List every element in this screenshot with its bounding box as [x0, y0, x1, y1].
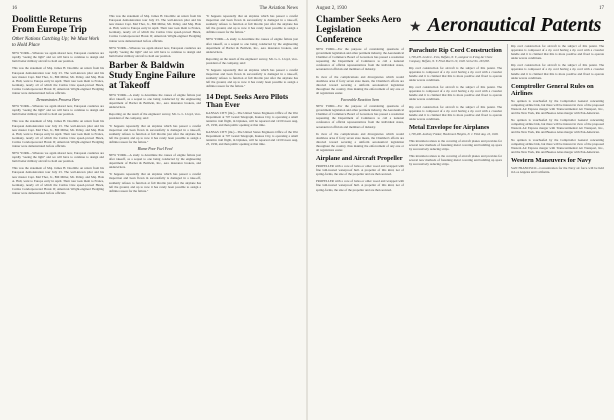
- article-headline: Chamber Seeks Aero Legislation Conference: [316, 15, 402, 45]
- article-headline: Comptroller General Rules on Airlines: [511, 82, 594, 97]
- patent-citation: 1,790,476. Leslie L. Irvin, Buffalo, N. Y., assignor to Irving Air Chute Company, Buffalo, N. Y. Filed March 19, 1928. Serial No. 263,083.: [409, 55, 493, 63]
- article-paragraph: Reporting on the result of the engineers' survey, Mr. G. L. Lloyd, vice-president of the company, said:: [109, 112, 201, 121]
- patent-paragraph: This invention relates to the covering of aircraft planes and provides for several new methods of fastening metal covering and building up spars by successively reducing strips.: [409, 138, 502, 152]
- patents-title: Aeronautical Patents: [427, 14, 602, 36]
- patents-mark: ★: [409, 20, 422, 35]
- left-folio: [12, 6, 298, 14]
- patent-citation: 1,790,400. Anthony Fokker, Hasbrouck Heights, N. J. Filed Aug. 16, 1928.: [409, 131, 499, 136]
- patents-masthead: [409, 14, 604, 36]
- patent-headline: Metal Envelope for Airplanes: [409, 123, 490, 131]
- article-subhead: Blame Poor Fuel Feed: [137, 146, 173, 151]
- column-3: [206, 14, 298, 198]
- article-paragraph: PROPELLER with a core of balsa or other wood and wrapped with fine lath-treated waterproof hull. A propeller of this kind, not of spring-forms, the size of the propeller and are then secured.: [316, 164, 404, 177]
- article-paragraph: NEW YORK—Whereas we again shared now, European countries are rapidly "seeing the light" and we will have to continue to design and build better military aircraft to hold our position.: [12, 51, 104, 64]
- article-paragraph: In view of the complications and divergencies which would doubtless arise if forty seven state meets, the Chamber's efforts are directed toward securing a uniform aeronautical legislation throughout the country, thus making the enforcement of any one or all regulations easier.: [316, 74, 404, 95]
- article-headline: Barber & Baldwin Study Engine Failure at Takeoff: [109, 60, 196, 91]
- article-headline: Airplane and Aircraft Propeller: [316, 155, 403, 163]
- patent-paragraph: Rip cord construction for aircraft is the subject of this patent. The apparatus is composed of a rip cord having a rip cord with a crossbar handle and it is claimed that this is more positive and fixed to operate under severe conditions.: [409, 104, 502, 121]
- article-paragraph: PROPELLER with a core of balsa or other wood and wrapped with fine lath-treated waterproof hull. A propeller of this kind, not of spring-forms, the size of the propeller and are then secured.: [316, 179, 404, 192]
- article-paragraph: "It happens repeatedly that an airplane which has passed a careful inspection and been flown in successfully is damaged in a take-off, suddenly refuses to function at full throttle just after the airplane has left the ground, and up to now it has rarely been possible to assign a definite reason for the failure.": [206, 14, 298, 35]
- masthead-rule: [409, 40, 604, 41]
- patent-headline: Parachute Rip Cord Construction: [409, 47, 502, 54]
- article-paragraph: NEW YORK—Whereas we again shared now, European countries are rapidly "seeing the light" and we will have to continue to design and build better military aircraft to hold our position.: [12, 104, 104, 117]
- article-deck: Other Nations Catching Up; We Must Work to Hold Place: [12, 37, 100, 48]
- article-paragraph: This was the statement of Maj. James H. Doolittle on return from his European demonstration tour July 23. The well-known pilot and his new master Capt. Mel Thor, Jr., Bill Miller, Mr. Pelley, and Maj. Hale A. Hall, went to Europe early in April. Their tour took them to France, Germany, nearly all of which the Curtiss Cine speed-proved Hawk, Curtiss Condorpowered Hawk II; American Wright-engined Fledgling trainer were demonstrated before officials.: [109, 14, 201, 43]
- patent-paragraph: Rip cord construction for aircraft is the subject of this patent. The apparatus is composed of a rip cord having a rip cord with a crossbar handle and it is claimed that this is more positive and fixed to operate under severe conditions.: [511, 44, 604, 61]
- article-paragraph: NEW YORK—A study to determine the causes of engine failure just after takeoff, as a sequel to one being conducted by the engineering department of Barber & Baldwin, Inc., aero insurance brokers, and underwriters.: [206, 37, 298, 54]
- article-subhead: Favorable Reaction Seen: [340, 98, 380, 103]
- column-1: [12, 14, 104, 198]
- article-paragraph: NEW YORK—For the purpose of considering questions of government legislation and other pertinent industry, the Aeronautical Chamber of Commerce Board of Governors has passed a resolution requesting the Department of Commerce to call a national conference of official representatives from the individual states, aeronautical officials and members of industry.: [316, 104, 404, 129]
- article-paragraph: This was the statement of Maj. James H. Doolittle on return from his European demonstration tour July 23. The well-known pilot and his new master Capt. Mel Thor, Jr., Bill Miller, Mr. Pelley, and Maj. Hale A. Hall, went to Europe early in April. Their tour took them to France, Germany, nearly all of which the Curtiss Cine speed-proved Hawk, Curtiss Condorpowered Hawk II; American Wright-engined Fledgling trainer were demonstrated before officials.: [12, 166, 104, 195]
- patent-paragraph: This invention relates to the covering of aircraft planes and provides for several new methods of fastening metal covering and building up spars by successively reducing strips.: [409, 154, 502, 167]
- patent-paragraph: Rip cord construction for aircraft is the subject of this patent. The apparatus is composed of a rip cord having a rip cord with a crossbar handle and it is claimed that this is more positive and fixed to operate under severe conditions.: [409, 65, 502, 83]
- article-paragraph: This was the statement of Maj. James H. Doolittle on return from his European demonstration tour July 23. The well-known pilot and his new master Capt. Mel Thor, Jr., Bill Miller, Mr. Pelley, and Maj. Hale A. Hall, went to Europe early in April. Their tour took them to France, Germany, nearly all of which the Curtiss Cine speed-proved Hawk, Curtiss Condorpowered Hawk II; American Wright-engined Fledgling trainer were demonstrated before officials.: [12, 66, 104, 96]
- left-page: [0, 0, 306, 420]
- article-paragraph: "It happens repeatedly that an airplane which has passed a careful inspection and been flown in successfully is damaged in a take-off, suddenly refuses to function at full throttle just after the airplane has left the ground, and up to now it has rarely been possible to assign a definite reason for the failure.": [109, 172, 201, 193]
- journal-name: The Aviation News: [259, 6, 298, 11]
- article-paragraph: No opinion is vouchsafed by the Comptroller General concerning competing airline bids, but there will be interest in view of the proposed Western Air Express merger with Transcontinental Air Transport, Inc., and the New York, Rio and Buenos Aires merger with Pan-American.: [511, 98, 604, 116]
- article-paragraph: In view of the complications and divergencies which would doubtless arise if forty seven state meets, the Chamber's efforts are directed toward securing a uniform aeronautical legislation throughout the country, thus making the enforcement of any one or all regulations easier.: [316, 131, 404, 152]
- article-paragraph: NEW YORK—For the purpose of considering questions of government legislation and other pertinent industry, the Aeronautical Chamber of Commerce Board of Governors has passed a resolution requesting the Department of Commerce to call a national conference of official representatives from the individual states, aeronautical officials and members of industry.: [316, 47, 404, 72]
- article-paragraph: NEW YORK—Whereas we again shared now, European countries are rapidly "seeing the light" and we will have to continue to design and build better military aircraft to hold our position.: [109, 45, 201, 58]
- article-headline: 14 Dept. Seeks Aero Pilots Than Ever: [206, 91, 289, 109]
- article-paragraph: "It happens repeatedly that an airplane which has passed a careful inspection and been flown in successfully is damaged in a take-off, suddenly refuses to function at full throttle just after the airplane has left the ground, and up to now it has rarely been possible to assign a definite reason for the failure.": [109, 123, 201, 144]
- article-headline: Western Maneuvers for Navy: [511, 156, 592, 164]
- article-paragraph: Reporting on the result of the engineers' survey, Mr. G. L. Lloyd, vice-president of the company, said:: [206, 56, 298, 65]
- article-paragraph: KANSAS CITY (mi.)—The United States Engineers Office of the War Department at 707 Grand Telegraph, Kansas City, is operating a small tentative trail flight, in biplanes, will be reported and 12:00 noon Aug. 23, 1930, and then public opening at that time.: [206, 110, 298, 127]
- page-number: 16: [12, 6, 17, 11]
- article-paragraph: No opinion is vouchsafed by the Comptroller General concerning competing airline bids, but there will be interest in view of the proposed Western Air Express merger with Transcontinental Air Transport, Inc., and the New York, Rio and Buenos Aires merger with Pan-American.: [511, 137, 604, 154]
- article-paragraph: NEW YORK—Whereas we again shared now, European countries are rapidly "seeing the light" and we will have to continue to design and build better military aircraft to hold our position.: [12, 151, 104, 164]
- right-page: [308, 0, 614, 420]
- patent-paragraph: Rip cord construction for aircraft is the subject of this patent. The apparatus is composed of a rip cord having a rip cord with a crossbar handle and it is claimed that this is more positive and fixed to operate under severe conditions.: [409, 85, 502, 102]
- column-2: [109, 14, 201, 198]
- article-paragraph: "It happens repeatedly that an airplane which has passed a careful inspection and been flown in successfully is damaged in a take-off, suddenly refuses to function at full throttle just after the airplane has left the ground, and up to now it has rarely been possible to assign a definite reason for the failure.": [206, 68, 298, 89]
- column-1: [316, 14, 404, 195]
- article-paragraph: SAN FRANCISCO—Concentration for the Navy air force will be held in Los Angeles and California.: [511, 165, 604, 174]
- patents-section: [409, 14, 604, 195]
- article-paragraph: NEW YORK—A study to determine the causes of engine failure just after takeoff, as a sequel to one being conducted by the engineering department of Barber & Baldwin, Inc., aero insurance brokers, and underwriters.: [109, 152, 201, 170]
- article-subhead: Demonstrates Prowess Here: [36, 98, 80, 103]
- article-headline: Doolittle Returns From Europe Trip: [12, 15, 87, 35]
- right-folio: [316, 6, 604, 14]
- article-paragraph: KANSAS CITY (mi.)—The United States Engineers Office of the War Department at 707 Grand Telegraph, Kansas City, is operating a small tentative trail flight, in biplanes, will be reported and 12:00 noon Aug. 23, 1930, and then public opening at that time.: [206, 129, 298, 147]
- page-number: 17: [599, 6, 604, 11]
- article-paragraph: No opinion is vouchsafed by the Comptroller General concerning competing airline bids, but there will be interest in view of the proposed Western Air Express merger with Transcontinental Air Transport, Inc., and the New York, Rio and Buenos Aires merger with Pan-American.: [511, 118, 604, 135]
- column-3: [507, 44, 604, 177]
- patent-paragraph: Rip cord construction for aircraft is the subject of this patent. The apparatus is composed of a rip cord having a rip cord with a crossbar handle and it is claimed that this is more positive and fixed to operate under severe conditions.: [511, 63, 604, 80]
- article-paragraph: This was the statement of Maj. James H. Doolittle on return from his European demonstration tour July 23. The well-known pilot and his new master Capt. Mel Thor, Jr., Bill Miller, Mr. Pelley, and Maj. Hale A. Hall, went to Europe early in April. Their tour took them to France, Germany, nearly all of which the Curtiss Cine speed-proved Hawk, Curtiss Condorpowered Hawk II; American Wright-engined Fledgling trainer were demonstrated before officials.: [12, 119, 104, 148]
- column-2: [409, 44, 502, 177]
- article-paragraph: NEW YORK—A study to determine the causes of engine failure just after takeoff, as a sequel to one being conducted by the engineering department of Barber & Baldwin, Inc., aero insurance brokers, and underwriters.: [109, 92, 201, 110]
- issue-date: August 2, 1930: [316, 6, 347, 11]
